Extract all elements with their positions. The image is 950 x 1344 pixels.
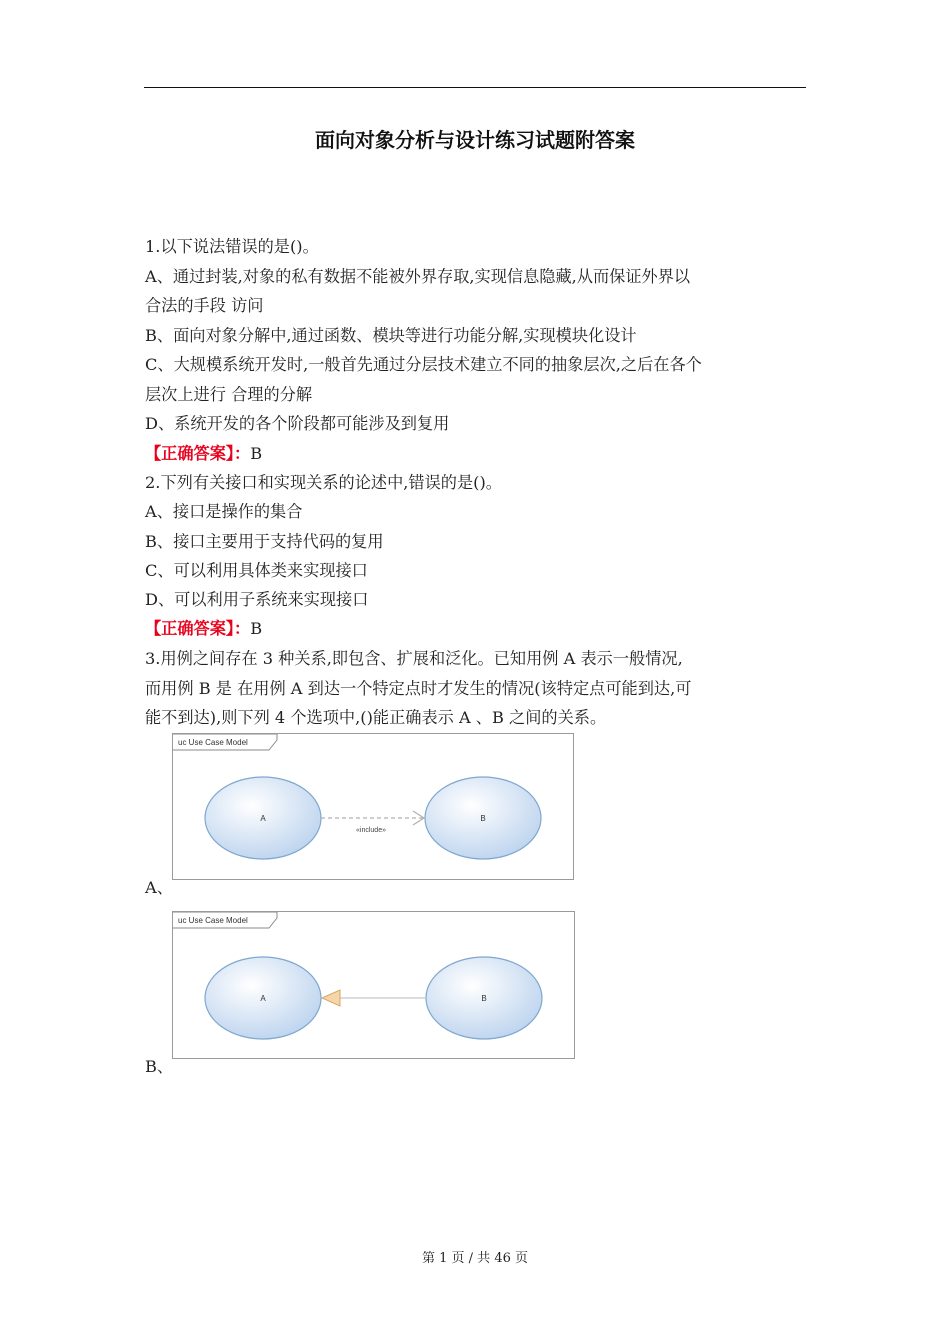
frame-label: uc Use Case Model <box>178 916 248 925</box>
question-1-stem: 1.以下说法错误的是()。 <box>145 237 319 256</box>
page-suffix: 页 <box>515 1251 529 1266</box>
question-1-option-a-cont: 合法的手段 访问 <box>145 296 264 315</box>
question-1-answer <box>145 444 262 464</box>
question-2-option-a: A、接口是操作的集合 <box>145 502 303 521</box>
page-footer <box>0 1247 950 1266</box>
diagram-option-a <box>172 733 574 880</box>
answer-label: 【正确答案】： <box>145 619 251 638</box>
page-prefix: 第 <box>421 1251 435 1266</box>
use-case-b-label: B <box>480 814 486 823</box>
question-1-option-c: C、大规模系统开发时,一般首先通过分层技术建立不同的抽象层次,之后在各个 <box>145 355 702 374</box>
page-total: 46 <box>494 1251 511 1266</box>
question-1-option-b: B、面向对象分解中,通过函数、模块等进行功能分解,实现模块化设计 <box>145 326 637 345</box>
answer-value: B <box>250 619 263 638</box>
use-case-diagram-include <box>173 734 573 879</box>
answer-label: 【正确答案】： <box>145 444 251 463</box>
question-1-option-d: D、系统开发的各个阶段都可能涉及到复用 <box>145 414 450 433</box>
generalization-arrowhead <box>322 990 340 1006</box>
question-3-stem-cont-1: 而用例 B 是 在用例 A 到达一个特定点时才发生的情况(该特定点可能到达,可 <box>145 679 692 698</box>
question-2-option-b: B、接口主要用于支持代码的复用 <box>145 532 384 551</box>
header-rule <box>144 87 806 88</box>
use-case-diagram-generalization <box>173 912 574 1058</box>
frame-label: uc Use Case Model <box>178 738 248 747</box>
question-3-stem-cont-2: 能不到达),则下列 4 个选项中,()能正确表示 A 、B 之间的关系。 <box>145 708 607 727</box>
question-3-option-b-label: B、 <box>145 1057 174 1076</box>
use-case-a-label: A <box>260 994 266 1003</box>
use-case-b-label: B <box>481 994 487 1003</box>
question-1-option-a: A、通过封装,对象的私有数据不能被外界存取,实现信息隐藏,从而保证外界以 <box>145 267 691 286</box>
question-2-option-c: C、可以利用具体类来实现接口 <box>145 561 368 580</box>
question-3-option-a-label: A、 <box>145 878 173 897</box>
question-2-option-d: D、可以利用子系统来实现接口 <box>145 590 369 609</box>
question-2-stem: 2.下列有关接口和实现关系的论述中,错误的是()。 <box>145 473 502 492</box>
use-case-a-label: A <box>260 814 266 823</box>
page-current: 1 <box>439 1251 448 1266</box>
diagram-option-b <box>172 911 575 1059</box>
question-2-answer <box>145 619 262 639</box>
question-1-option-c-cont: 层次上进行 合理的分解 <box>145 385 313 404</box>
page-mid: 页 / 共 <box>451 1251 491 1266</box>
answer-value: B <box>250 444 263 463</box>
document-title: 面向对象分析与设计练习试题附答案 <box>315 128 635 152</box>
question-3-stem: 3.用例之间存在 3 种关系,即包含、扩展和泛化。已知用例 A 表示一般情况, <box>145 649 683 668</box>
include-stereotype-label: «include» <box>356 827 386 834</box>
